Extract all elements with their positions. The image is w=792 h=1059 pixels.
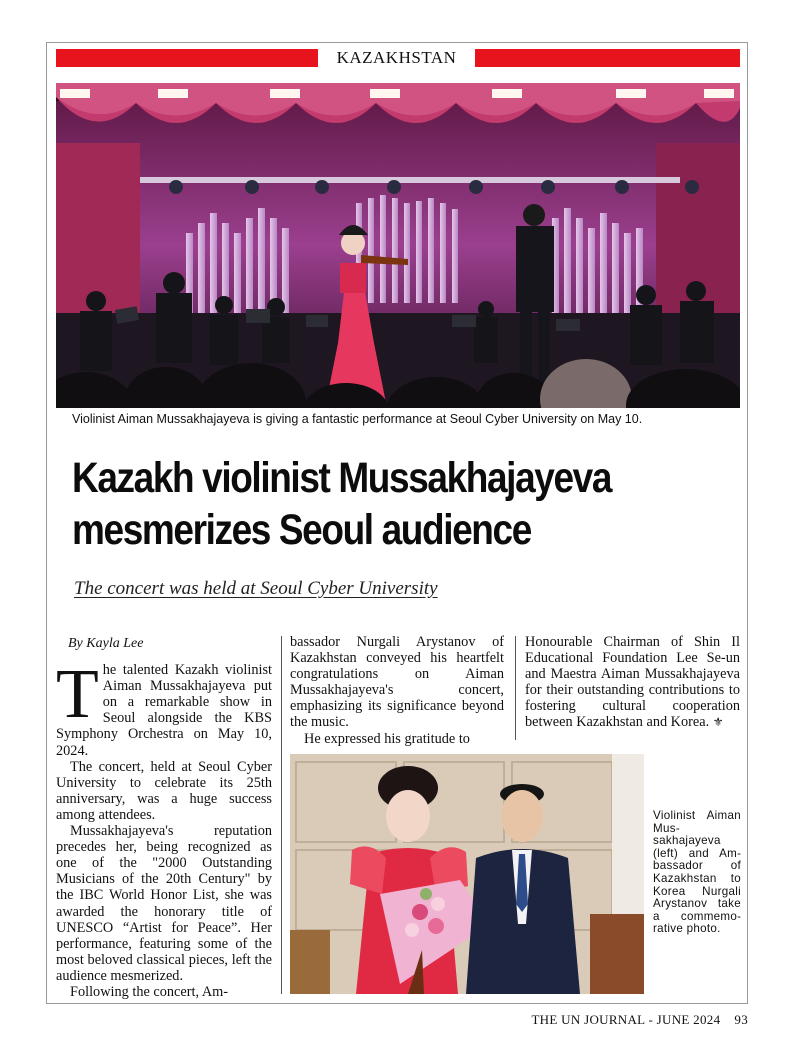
paragraph: bassador Nurgali Arystanov of Kazakhstan conveyed his heartfelt congratulations on Aiman Mussakhajayeva's concert, emphasizing its significance beyond the music. (290, 634, 504, 731)
paragraph-text: Honourable Chairman of Shin Il Educational Foundation Lee Se-un and Maestra Aiman Mussakhajayeva for their outstanding contributions to fostering cultural cooperation between Kazakhstan and Korea. (525, 634, 740, 731)
concert-photo (56, 83, 740, 408)
column-divider-1 (281, 636, 282, 994)
paragraph: Following the concert, Am- (70, 983, 229, 1000)
column-divider-2 (515, 636, 516, 740)
byline: By Kayla Lee (68, 636, 144, 651)
page-number: 93 (734, 1012, 748, 1027)
article-column-2 (290, 634, 504, 747)
article-column-1 (56, 634, 272, 1000)
drop-cap: T (56, 656, 99, 734)
end-mark-icon: ⚜ (712, 715, 724, 730)
paragraph: He expressed his gratitude to (304, 730, 470, 747)
paragraph: The concert, held at Seoul Cyber University to celebrate its 25th anniversary, was a huge success among attendees. (56, 758, 272, 823)
article-column-3 (525, 634, 740, 731)
section-bar-right (475, 49, 740, 67)
subheadline: The concert was held at Seoul Cyber University (74, 578, 438, 599)
section-label: KAZAKHSTAN (336, 48, 457, 67)
hero-photo-caption: Violinist Aiman Mussakhajayeva is giving a fantastic performance at Seoul Cyber University on May 10. (72, 412, 643, 426)
paragraph (525, 634, 740, 731)
commemorative-photo (290, 754, 644, 994)
section-bar-left (56, 49, 318, 67)
section-header (56, 49, 740, 67)
lead-paragraph-text: he talented Kazakh violinist Aiman Mussakhajayeva put on a remarkable show in Seoul alongside the KBS Symphony Orchestra on May 10, 2024. (56, 662, 272, 759)
lead-paragraph (56, 656, 272, 759)
headline (72, 452, 648, 556)
headline-line-2: mesmerizes Seoul audience (72, 506, 531, 554)
journal-name: THE UN JOURNAL - JUNE 2024 (531, 1012, 721, 1027)
headline-line-1: Kazakh violinist Mussakhajayeva (72, 454, 612, 502)
page-footer (531, 1012, 748, 1028)
commemorative-photo-caption: Violinist Aiman Mussakhajayeva (left) and Ambassador of Kazakhstan to Korea Nurgali Arystanov take a commemorative photo. (653, 809, 741, 936)
paragraph: Mussakhajayeva's reputation precedes her, being recognized as one of the "2000 Outstanding Musicians of the 20th Century" by the IBC World Honor List, she was awarded the honorary title of UNESCO “Artist for Peace”. Her performance, featuring some of the most beloved classical pieces, left the audience mesmerized. (56, 823, 272, 984)
